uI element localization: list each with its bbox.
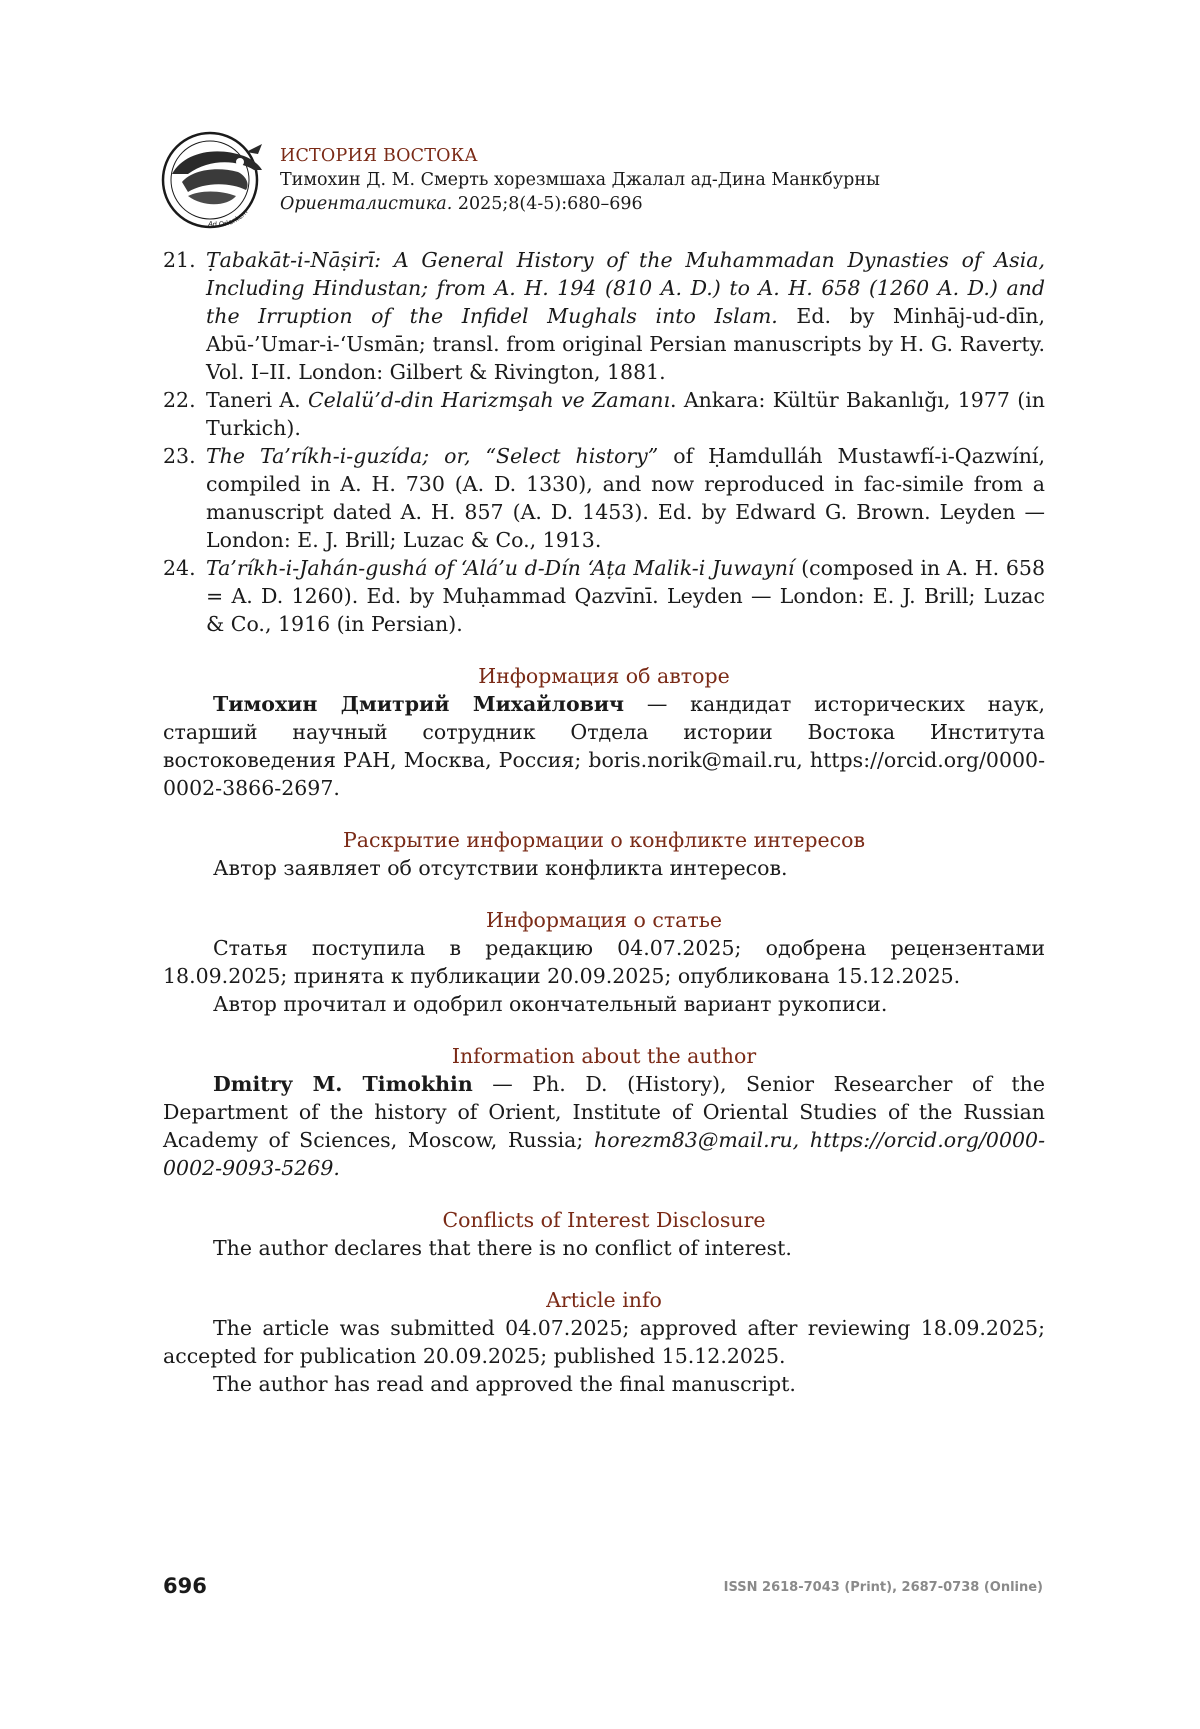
reference-author: Taneri A. [206, 388, 308, 412]
issn-line: ISSN 2618-7043 (Print), 2687-0738 (Online) [723, 1580, 1043, 1595]
author-ru-name: Тимохин Дмитрий Михайлович [213, 692, 625, 716]
article-ru-text-2: Автор прочитал и одобрил окончательный вариант рукописи. [213, 992, 888, 1016]
author-en-paragraph [163, 1070, 1045, 1182]
reference-title: Celalü’d-din Harizmşah ve Zamanı [307, 388, 671, 412]
reference-list [163, 246, 1045, 638]
reference-title: Ṭabakāt-i-Nāṣirī: A General History of the Muhammadan Dynasties of Asia, Including Hindustan; from A. H. 194 (810 A. D.) to A. H. 658 (1260 A. D.) and the Irruption of the Infidel Mughals into Islam. [206, 248, 1045, 328]
reference-item [163, 246, 1045, 386]
section-title-conflict-ru: Раскрытие информации о конфликте интересов [342, 828, 866, 852]
reference-number: 21. [163, 248, 196, 272]
reference-title: The Ta’ríkh-i-guzída; or, “Select history” [206, 444, 659, 468]
section-title-author-ru: Информация об авторе [478, 664, 730, 688]
section-title-conflict-en: Conflicts of Interest Disclosure [442, 1208, 766, 1232]
conflict-ru-text: Автор заявляет об отсутствии конфликта интересов. [213, 856, 788, 880]
content [163, 246, 1045, 1398]
article-en-text-2: The author has read and approved the final manuscript. [213, 1372, 796, 1396]
reference-number: 23. [163, 444, 196, 468]
author-en-name: Dmitry M. Timokhin [213, 1072, 473, 1096]
page-footer [163, 1574, 1045, 1604]
author-en-text: — Ph. D. (History), Senior Researcher of the Department of the history of Orient, Institute of Oriental Studies of the Russian Academy of Sciences, Moscow, Russia; [163, 1072, 1046, 1152]
conflict-en-text: The author declares that there is no conflict of interest. [213, 1236, 792, 1260]
reference-number: 22. [163, 388, 196, 412]
page-number: 696 [163, 1574, 207, 1598]
reference-item [163, 554, 1045, 638]
author-ru-text: — кандидат исторических наук, старший научный сотрудник Отдела истории Востока Института востоковедения РАН, Москва, Россия; boris.norik@mail.ru, https://orcid.org/0000-0002-3866-2697. [163, 692, 1045, 800]
reference-details: . Ankara: Kültür Bakanlığı, 1977 (in Turkich). [206, 388, 1045, 440]
running-header [158, 126, 1058, 236]
journal-logo [158, 126, 268, 234]
header-text [280, 144, 1040, 216]
reference-item [163, 386, 1045, 442]
section-title-article-en: Article info [546, 1288, 662, 1312]
journal-name: ИСТОРИЯ ВОСТОКА [280, 146, 478, 166]
logo-caption: Ad Orientem [207, 208, 250, 229]
section-title-author-en: Information about the author [451, 1044, 757, 1068]
reference-details: of Ḥamdulláh Mustawfí-i-Qazwíní, compiled in A. H. 730 (A. D. 1330), and now reproduced in fac-simile from a manuscript dated A. H. 857 (A. D. 1453). Ed. by Edward G. Brown. Leyden — London: E. J. Brill; Luzac & Co., 1913. [206, 444, 1045, 552]
journal-italic: Ориенталистика. [280, 194, 453, 214]
article-en-text-1: The article was submitted 04.07.2025; approved after reviewing 18.09.2025; accepted for publication 20.09.2025; published 15.12.2025. [163, 1316, 1045, 1368]
reference-title: Ta’ríkh-i-Jahán-gushá of ‘Alá’u d-Dín ‘Aṭa Malik-i Juwayní [206, 556, 795, 580]
author-ru-paragraph [163, 690, 1045, 802]
issue-line [280, 192, 1040, 216]
issue-info: 2025;8(4-5):680–696 [452, 194, 643, 214]
article-ru-text-1: Статья поступила в редакцию 04.07.2025; одобрена рецензентами 18.09.2025; принята к публикации 20.09.2025; опубликована 15.12.2025. [163, 936, 1045, 988]
reference-item [163, 442, 1045, 554]
reference-number: 24. [163, 556, 196, 580]
article-citation: Тимохин Д. М. Смерть хорезмшаха Джалал ад-Дина Манкбурны [280, 170, 880, 190]
author-en-contacts: horezm83@mail.ru, https://orcid.org/0000-0002-9093-5269. [163, 1128, 1046, 1180]
section-title-article-ru: Информация о статье [485, 908, 723, 932]
reference-details: Ed. by Minhāj-ud-dīn, Abū-’Umar-i-‘Usmān; transl. from original Persian manuscripts by H. G. Raverty. Vol. I–II. London: Gilbert & Rivington, 1881. [206, 304, 1045, 384]
reference-details: (composed in A. H. 658 = A. D. 1260). Ed. by Muḥammad Qazvīnī. Leyden — London: E. J. Brill; Luzac & Co., 1916 (in Persian). [206, 556, 1045, 636]
